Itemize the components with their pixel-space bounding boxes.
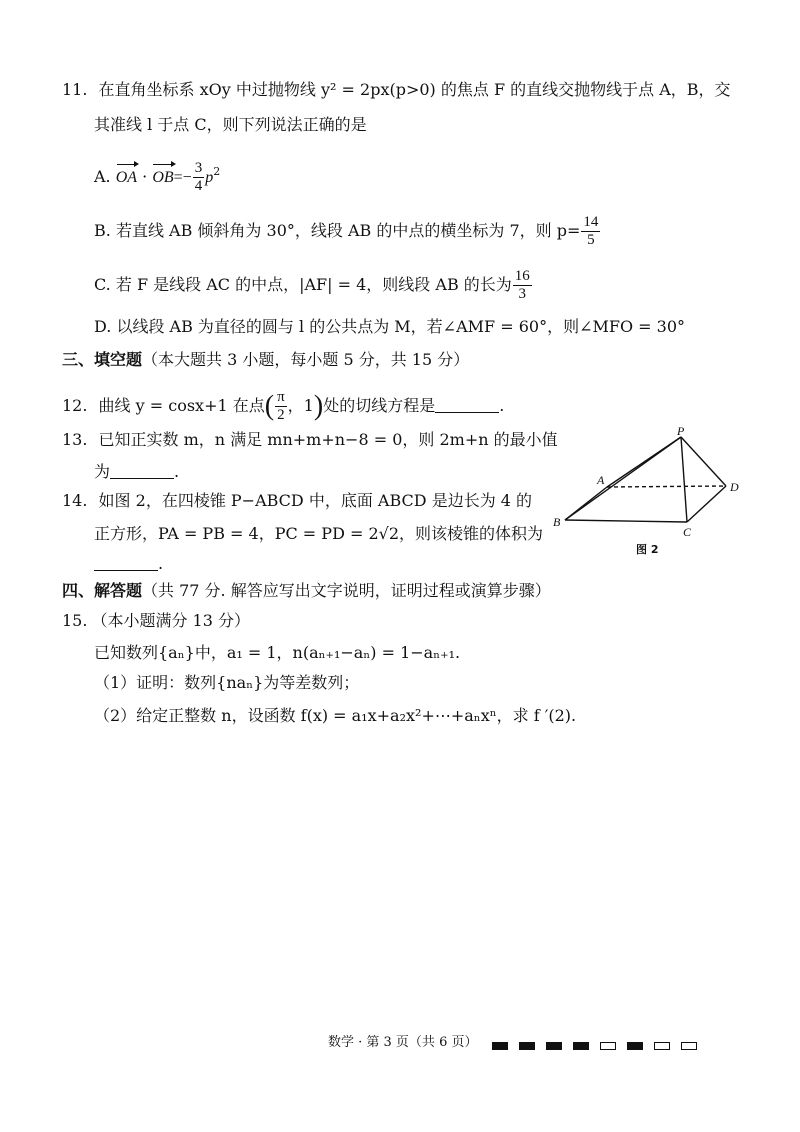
q11-option-b: B. 若直线 AB 倾斜角为 30°，线段 AB 的中点的横坐标为 7，则 p= $\frac{14}{5}$ — [94, 214, 599, 248]
edge-pd — [681, 437, 726, 486]
q12: 12. 曲线 y = cosx+1 在点( $\frac{\pi}{2}$ ，1)处的切线方程是 . — [62, 389, 505, 423]
q12-answer-blank — [435, 398, 499, 413]
q15-part1: （1）证明：数列{naₙ}为等差数列； — [94, 673, 360, 692]
figure-caption: 图 2 — [636, 543, 659, 556]
label-b: B — [553, 515, 561, 529]
q11-stem-text: 在直角坐标系 xOy 中过抛物线 y² = 2px(p>0) 的焦点 F 的直线交抛物线于点 A，B，交 — [98, 80, 731, 99]
edge-cd — [687, 486, 726, 522]
q11-option-d: D. 以线段 AB 为直径的圆与 l 的公共点为 M，若∠AMF = 60°，则∠MFO = 30° — [94, 317, 686, 336]
q15-header: 15. （本小题满分 13 分） — [62, 611, 250, 630]
q11-stem-line1: 11. 在直角坐标系 xOy 中过抛物线 y² = 2px(p>0) 的焦点 F 的直线交抛物线于点 A，B，交 — [62, 80, 731, 99]
q11-option-a: A. OA · OB=− $\frac{3}{4}$ $p^2$ — [94, 160, 221, 194]
q14-line2: 正方形，PA = PB = 4，PC = PD = 2√2，则该棱锥的体积为 — [94, 524, 544, 543]
edge-ab — [565, 487, 607, 520]
footer-mark — [519, 1042, 535, 1050]
pyramid-figure — [550, 425, 780, 565]
label-p: P — [677, 425, 685, 438]
q13-answer-blank — [110, 464, 174, 479]
q13-line1: 13. 已知正实数 m，n 满足 mn+m+n−8 = 0，则 2m+n 的最小值 — [62, 430, 558, 449]
footer-mark — [627, 1042, 643, 1050]
footer-mark — [600, 1042, 616, 1050]
q14-answer-blank — [94, 556, 158, 571]
label-d: D — [730, 480, 739, 494]
label-c: C — [683, 525, 692, 539]
q11-stem-line2: 其准线 l 于点 C，则下列说法正确的是 — [94, 115, 367, 134]
q13-line2: 为 . — [94, 462, 180, 481]
footer-mark — [654, 1042, 670, 1050]
edge-ad-hidden — [607, 486, 726, 487]
edge-bc — [565, 520, 687, 522]
edge-pc — [681, 437, 687, 522]
footer-mark — [492, 1042, 508, 1050]
footer-mark — [573, 1042, 589, 1050]
page-footer: 数学 · 第 3 页（共 6 页） — [328, 1035, 478, 1050]
edge-pb — [565, 437, 681, 520]
q15-part2: （2）给定正整数 n，设函数 f(x) = a₁x+a₂x²+⋯+aₙxⁿ，求 f ′(2). — [94, 706, 577, 725]
footer-marks — [492, 1035, 708, 1054]
q15-given: 已知数列{aₙ}中，a₁ = 1，n(aₙ₊₁−aₙ) = 1−aₙ₊₁. — [94, 643, 461, 662]
q11-option-c: C. 若 F 是线段 AC 的中点，|AF| = 4，则线段 AB 的长为 $\frac{16}{3}$ — [94, 268, 530, 302]
label-a: A — [597, 473, 605, 487]
section3-heading: 三、填空题（本大题共 3 小题，每小题 5 分，共 15 分） — [62, 350, 470, 369]
section4-heading: 四、解答题（共 77 分. 解答应写出文字说明，证明过程或演算步骤） — [62, 581, 551, 600]
q14-line1: 14. 如图 2，在四棱锥 P−ABCD 中，底面 ABCD 是边长为 4 的 — [62, 491, 533, 510]
footer-mark — [681, 1042, 697, 1050]
q14-line3: . — [94, 553, 163, 575]
footer-mark — [546, 1042, 562, 1050]
